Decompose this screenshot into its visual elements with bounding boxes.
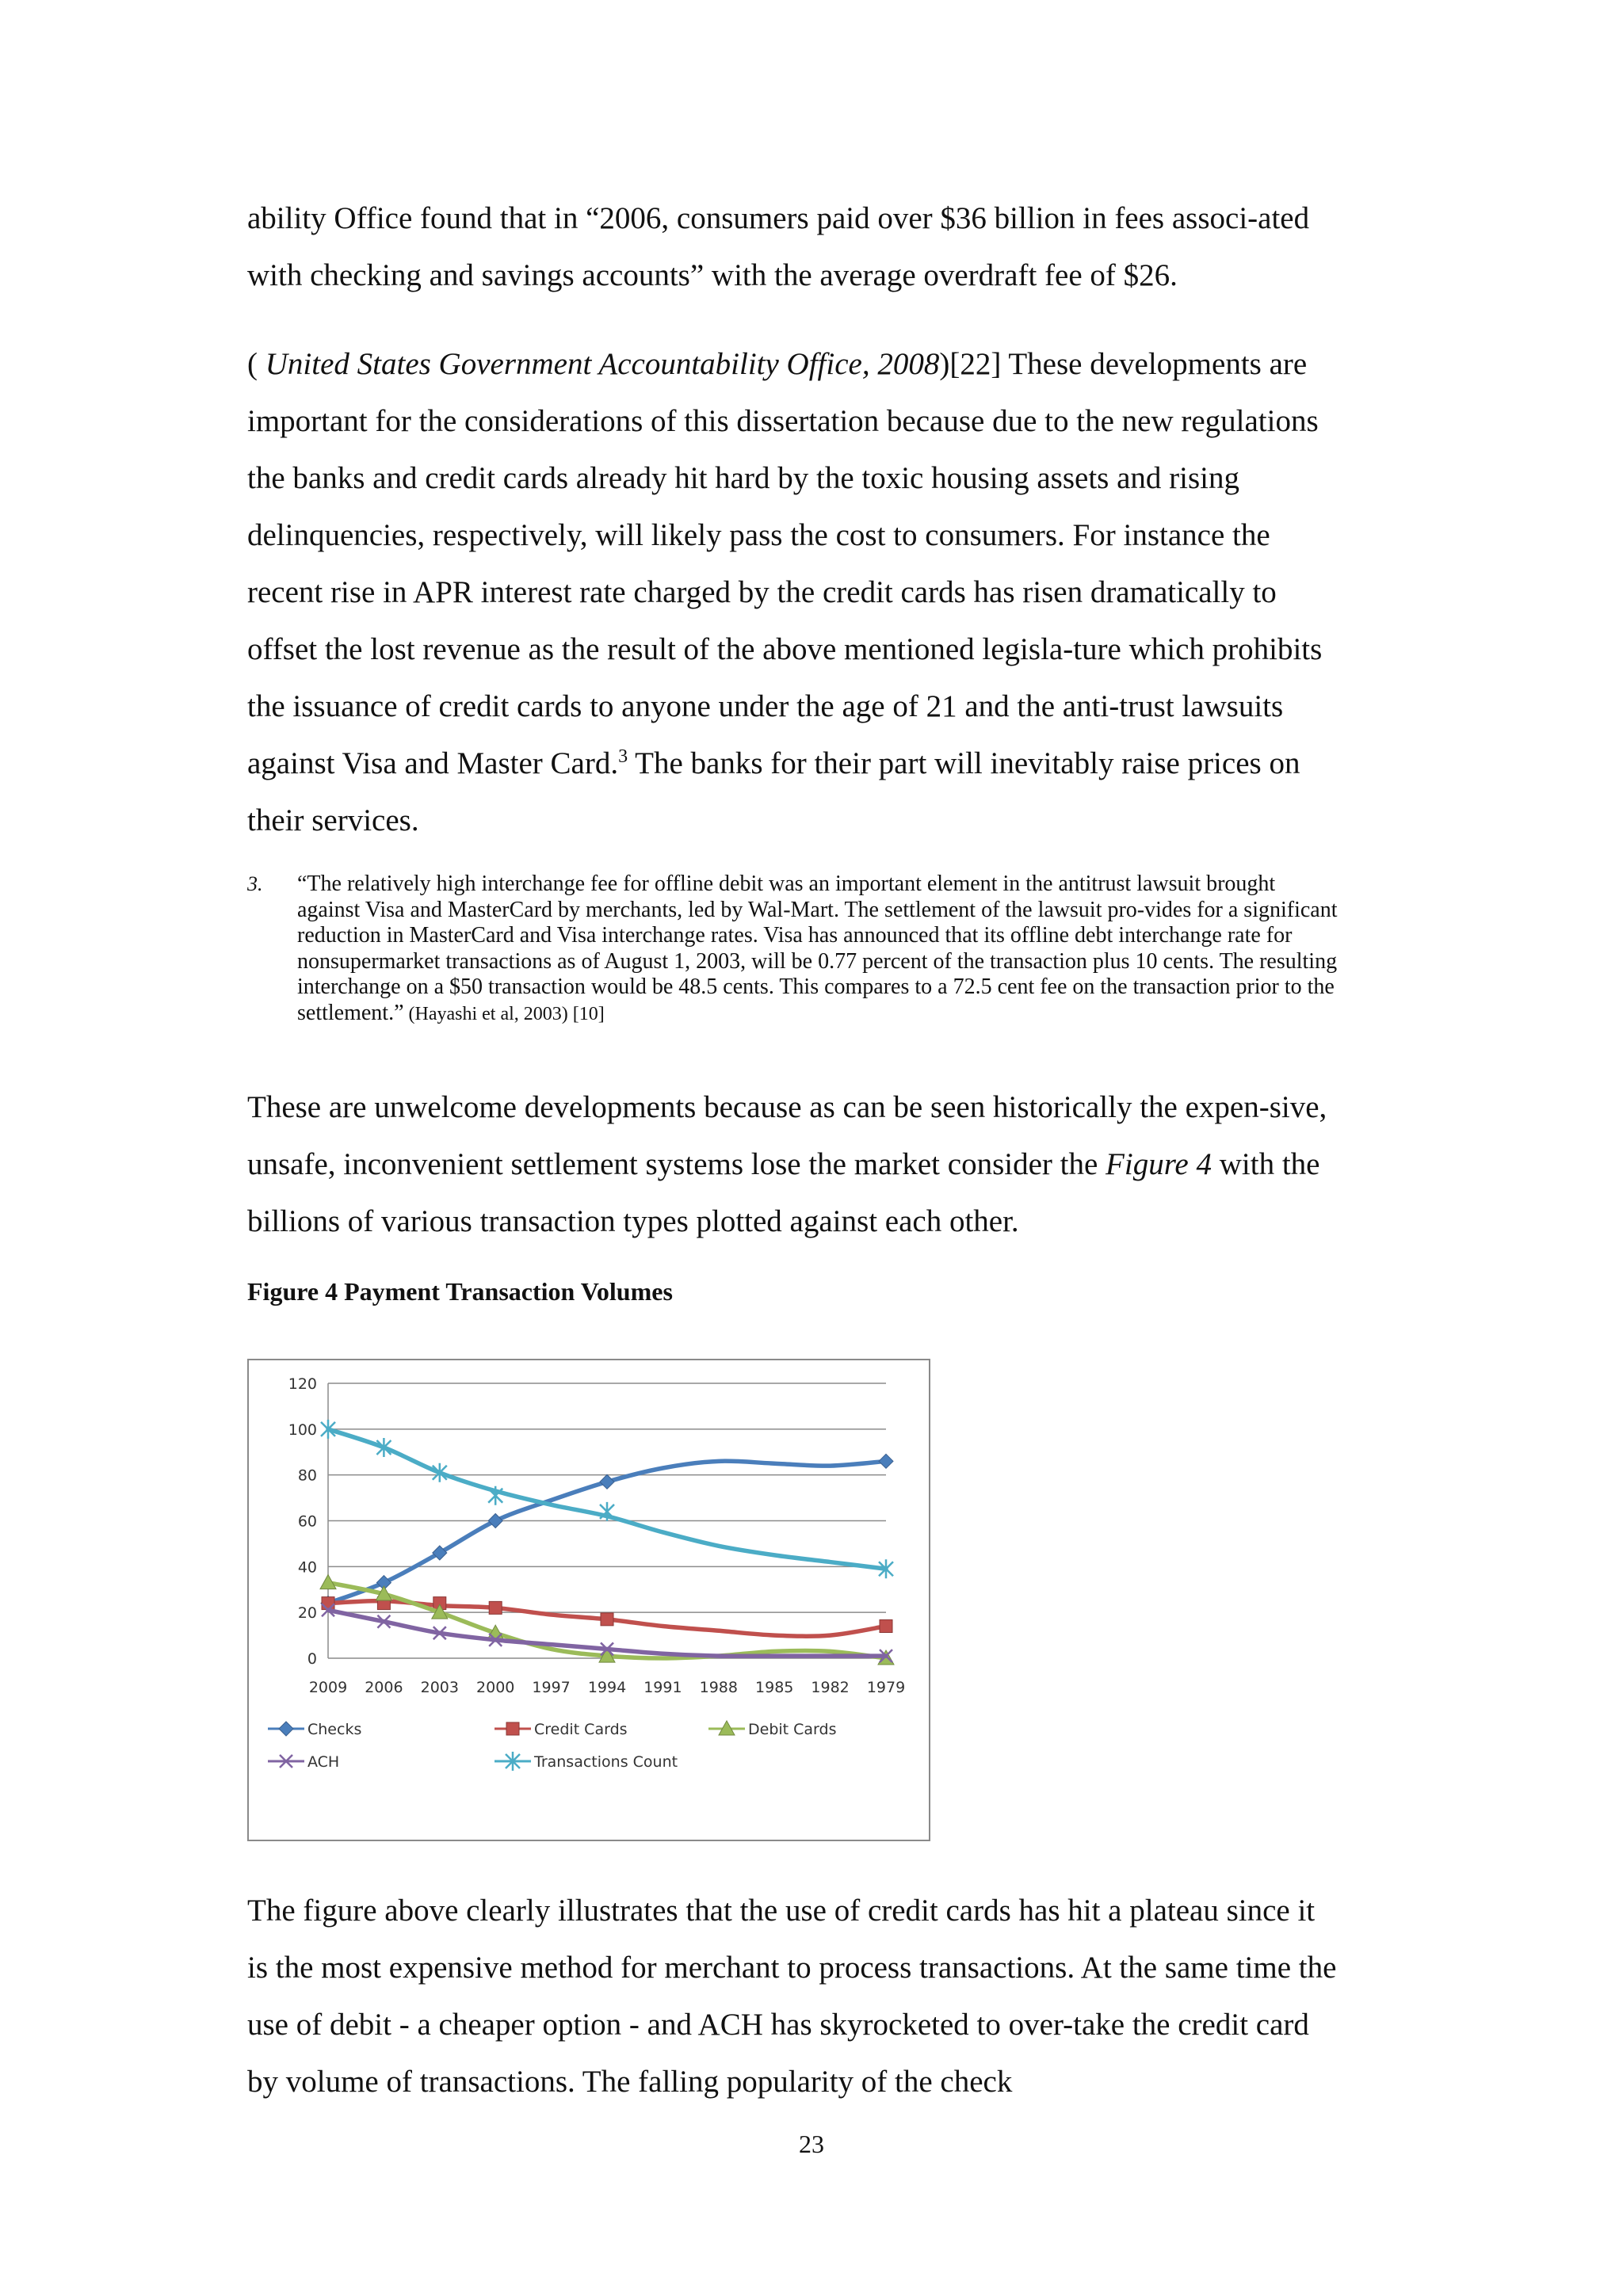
legend-label-transactions-count: Transactions Count (534, 1753, 678, 1771)
page-number: 23 (799, 2130, 824, 2158)
y-tick-label: 40 (297, 1558, 317, 1577)
data-point-checks (879, 1454, 893, 1468)
x-tick-label: 1982 (811, 1679, 850, 1696)
paragraph-text: )[22] These developments are important for the considerations of this dissertation because due to the new regulations the banks and credit cards already hit hard by the toxic housing assets and rising delinquencies, respectively, will likely pass the cost to consumers. For instance the recent rise in APR interest rate charged by the credit cards has risen dramatically to offset the lost revenue as the result of the above mentioned legisla-ture which prohibits the issuance of credit cards to anyone under the age of 21 and the anti-trust lawsuits against Visa and Master Card. (247, 347, 1323, 780)
x-tick-label: 1997 (532, 1679, 571, 1696)
paragraph-credit-plateau (247, 1882, 1341, 2111)
figure-caption: Figure 4 Payment Transaction Volumes (247, 1277, 673, 1306)
x-tick-label: 1991 (643, 1679, 682, 1696)
series-line-transactions-count (328, 1429, 886, 1569)
x-tick-label: 2009 (308, 1679, 348, 1696)
footnote-number: 3. (247, 872, 263, 895)
data-point-credit-cards (880, 1620, 892, 1633)
x-tick-label: 1994 (587, 1679, 627, 1696)
legend-label-checks: Checks (307, 1721, 362, 1738)
x-tick-label: 1979 (866, 1679, 906, 1696)
y-tick-label: 60 (297, 1512, 317, 1531)
data-point-checks (488, 1514, 502, 1528)
paragraph-text: The figure above clearly illustrates that the use of credit cards has hit a plateau since it is the most expensive method for merchant to process transactions. At the same time the use of debit - a cheaper option - and ACH has skyrocketed to over-take the credit card by volume of transactions. The falling popularity of the check (247, 1894, 1337, 2099)
figure-reference[interactable]: Figure 4 (1106, 1147, 1212, 1181)
chart-canvas (249, 1360, 929, 1840)
paragraph-text-tail: with the billions of various transaction types plotted against each other. (247, 1147, 1320, 1238)
x-tick-label: 2006 (365, 1679, 403, 1696)
footnote-3 (247, 871, 1341, 1027)
footnote-reference[interactable]: 3 (618, 746, 628, 767)
paragraph-overdraft-fees (247, 190, 1341, 304)
x-tick-label: 2003 (420, 1679, 459, 1696)
data-point-credit-cards (322, 1597, 334, 1610)
footnote-citation: (Hayashi et al, 2003) [10] (403, 1003, 605, 1024)
footnote-quote: “The relatively high interchange fee for offline debit was an important element in the antitrust lawsuit brought against Visa and MasterCard by merchants, led by Wal-Mart. The settlement of the lawsuit pro-vides for a significant reduction in MasterCard and Visa interchange rates. Visa has announced that its offline debt interchange rate for nonsupermarket transactions as of August 1, 2003, will be 0.77 percent of the transaction plus 10 cents. The resulting interchange on a $50 transaction would be 48.5 cents. This compares to a 72.5 cent fee on the transaction prior to the settlement.” (297, 871, 1338, 1025)
footnote-body (297, 871, 1341, 1027)
y-tick-label: 120 (288, 1375, 317, 1393)
line-chart (247, 1359, 930, 1841)
data-point-credit-cards (601, 1613, 613, 1626)
legend-label-credit-cards: Credit Cards (534, 1721, 628, 1738)
data-point-credit-cards (489, 1601, 502, 1614)
paragraph-developments: ( United States Government Accountability Office, 2008)[22] These developments are important for the considerations of this dissertation because due to the new regulations the banks and credit cards already hit hard by the toxic housing assets and rising delinquencies, respectively, will likely pass the cost to consumers. For instance the recent rise in APR interest rate charged by the credit cards has risen dramatically to offset the lost revenue as the result of the above mentioned legisla-ture which prohibits the issuance of credit cards to anyone under the age of 21 and the anti-trust lawsuits against Visa and Master Card.$^3$ The banks for their part will inevitably raise prices on their services. (247, 347, 1323, 837)
legend-marker-credit-cards (506, 1722, 519, 1735)
y-tick-label: 80 (297, 1466, 317, 1485)
legend-label-ach: ACH (307, 1753, 340, 1771)
y-tick-label: 0 (307, 1650, 317, 1668)
x-tick-label: 2000 (476, 1679, 515, 1696)
paragraph-text: ability Office found that in “2006, consumers paid over $36 billion in fees associ-ated with checking and savings accounts” with the average overdraft fee of $26. (247, 201, 1310, 292)
legend-marker-checks (279, 1722, 293, 1736)
citation-gao-2008: United States Government Accountability Office, 2008 (265, 347, 940, 381)
x-tick-label: 1988 (699, 1679, 738, 1696)
paragraph-text: These are unwelcome developments because as can be seen historically the expen-sive, unsafe, inconvenient settlement systems lose the market consider the (247, 1090, 1327, 1181)
paragraph-unwelcome (247, 1079, 1341, 1250)
x-tick-label: 1985 (755, 1679, 794, 1696)
legend-label-debit-cards: Debit Cards (748, 1721, 837, 1738)
y-tick-label: 100 (288, 1421, 317, 1439)
y-tick-label: 20 (297, 1604, 317, 1623)
paragraph-text-tail: The banks for their part will inevitably raise prices on their services. (247, 746, 1300, 837)
data-point-checks (600, 1474, 614, 1489)
